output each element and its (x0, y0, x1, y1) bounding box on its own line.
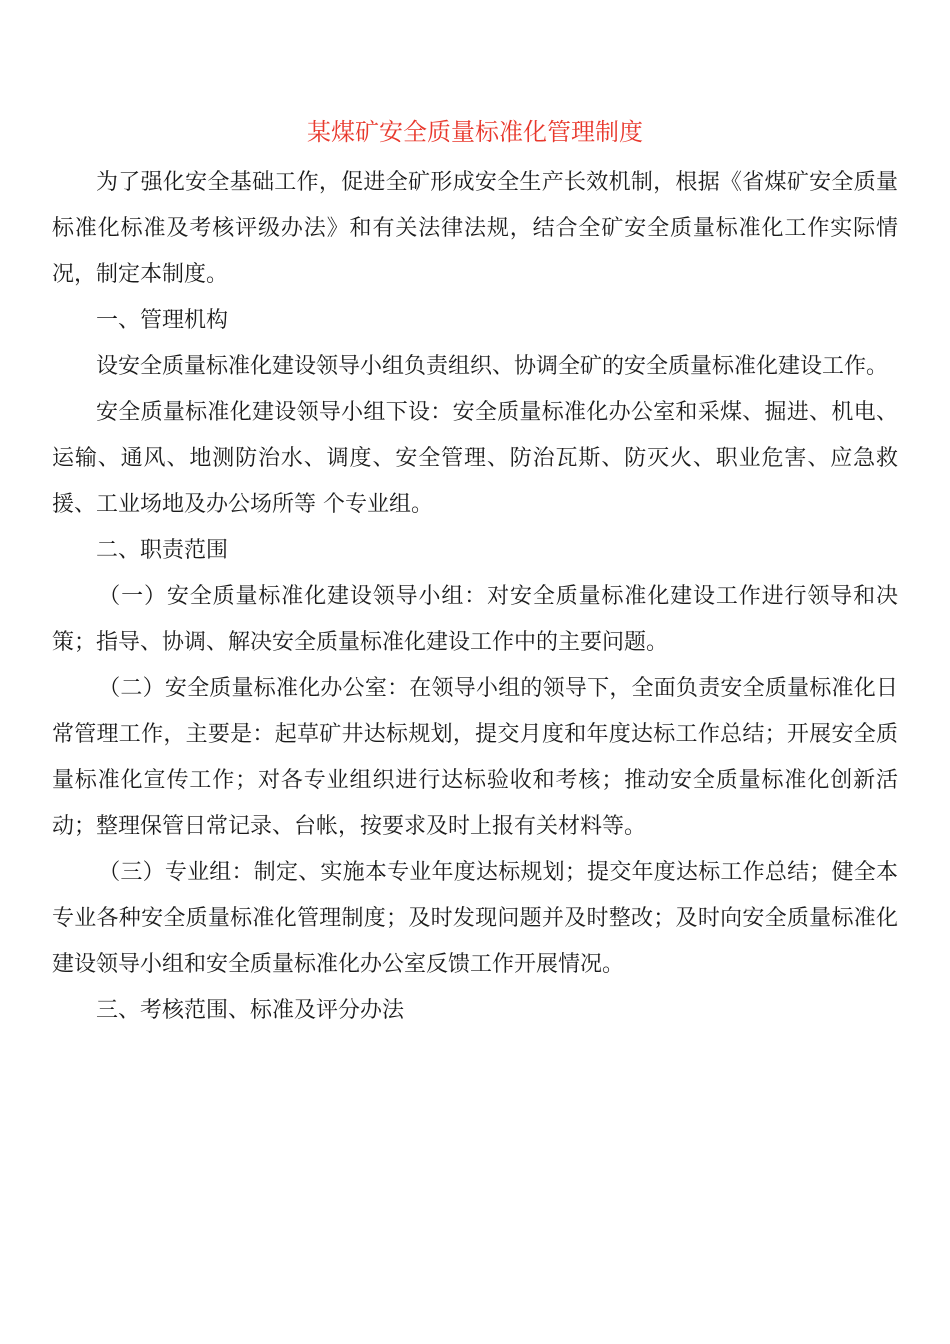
management-paragraph: 设安全质量标准化建设领导小组负责组织、协调全矿的安全质量标准化建设工作。 (96, 354, 889, 379)
intro-paragraph: 为了强化安全基础工作，促进全矿形成安全生产长效机制，根据《省煤矿安全质量标准化标准及考核评级办法》和有关法律法规，结合全矿安全质量标准化工作实际情况，制定本制度。 (52, 170, 898, 287)
section-heading-management: 一、管理机构 (96, 308, 229, 333)
document-title: 某煤矿安全质量标准化管理制度 (307, 118, 643, 146)
section-heading-duties: 二、职责范围 (96, 538, 229, 563)
duty-item-leadership: （一）安全质量标准化建设领导小组：对安全质量标准化建设工作进行领导和决策；指导、协调、解决安全质量标准化建设工作中的主要问题。 (52, 584, 898, 655)
document-body (52, 160, 898, 1034)
duty-item-office: （二）安全质量标准化办公室：在领导小组的领导下，全面负责安全质量标准化日常管理工作，主要是：起草矿井达标规划，提交月度和年度达标工作总结；开展安全质量标准化宣传工作；对各专业组织进行达标验收和考核；推动安全质量标准化创新活动；整理保管日常记录、台帐，按要求及时上报有关材料等。 (52, 676, 898, 839)
duty-item-specialty-groups: （三）专业组：制定、实施本专业年度达标规划；提交年度达标工作总结；健全本专业各种安全质量标准化管理制度；及时发现问题并及时整改；及时向安全质量标准化建设领导小组和安全质量标准化办公室反馈工作开展情况。 (52, 860, 898, 977)
section-heading-assessment: 三、考核范围、标准及评分办法 (96, 998, 405, 1023)
subgroups-paragraph: 安全质量标准化建设领导小组下设：安全质量标准化办公室和采煤、掘进、机电、运输、通风、地测防治水、调度、安全管理、防治瓦斯、防灭火、职业危害、应急救援、工业场地及办公场所等 个专业组。 (52, 400, 898, 517)
